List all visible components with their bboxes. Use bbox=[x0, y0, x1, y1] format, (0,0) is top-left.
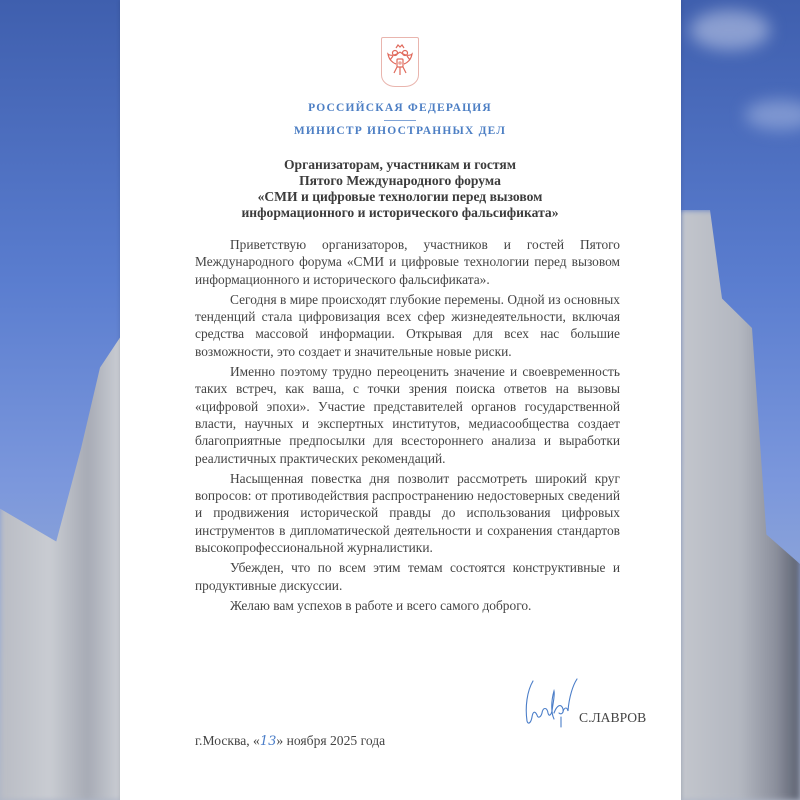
body-paragraph: Сегодня в мире происходят глубокие перемены. Одной из основных тенденций стала цифровизация всех сфер жизнедеятельности, включая средства массовой информации. Открывая для всех нас большие возможности, это создает и значительные новые риски. bbox=[195, 291, 620, 359]
place-prefix: г.Москва, « bbox=[195, 733, 260, 748]
letterhead-divider bbox=[384, 120, 416, 121]
address-line: «СМИ и цифровые технологии перед вызовом bbox=[257, 189, 543, 204]
address-line: информационного и исторического фальсификата» bbox=[241, 205, 559, 220]
double-headed-eagle-icon bbox=[385, 42, 415, 82]
letter-address bbox=[0, 157, 800, 221]
cloud bbox=[690, 10, 770, 50]
handwritten-signature-icon bbox=[521, 677, 581, 729]
date-suffix: » ноября 2025 года bbox=[276, 733, 386, 748]
body-paragraph: Убежден, что по всем этим темам состоятся конструктивные и продуктивные дискуссии. bbox=[195, 560, 620, 593]
address-line: Пятого Международного форума bbox=[299, 173, 501, 188]
body-paragraph: Насыщенная повестка дня позволит рассмотреть широкий круг вопросов: от противодействия распространению недостоверных сведений и продвижения исторической правды до использования цифровых инструментов в дипломатической деятельности и сохранения стандартов высокопрофессиональной журналистики. bbox=[195, 470, 620, 556]
address-line: Организаторам, участникам и гостям bbox=[283, 157, 517, 172]
letterhead-ministry: МИНИСТР ИНОСТРАННЫХ ДЕЛ bbox=[293, 125, 507, 137]
place-and-date bbox=[195, 733, 385, 749]
body-paragraph: Приветствую организаторов, участников и гостей Пятого Международного форума «СМИ и цифровые технологии перед вызовом информационного и исторического фальсификата». bbox=[195, 237, 620, 287]
handwritten-day: 13 bbox=[259, 734, 277, 749]
body-paragraph: Именно поэтому трудно переоценить значение и своевременность таких встреч, как ваша, с точки зрения поиска ответов на вызовы «цифровой эпохи». Участие представителей органов государственной власти, научных и экспертных институтов, медиасообщества создает благоприятные предпосылки для всестороннего анализа и выработки реалистичных практических рекомендаций. bbox=[195, 364, 620, 466]
letter-body bbox=[195, 236, 620, 617]
letterhead-country: РОССИЙСКАЯ ФЕДЕРАЦИЯ bbox=[308, 102, 492, 114]
body-paragraph: Желаю вам успехов в работе и всего самого доброго. bbox=[230, 597, 532, 613]
russian-coat-of-arms-icon bbox=[381, 37, 419, 87]
signatory-name: С.ЛАВРОВ bbox=[579, 710, 647, 725]
